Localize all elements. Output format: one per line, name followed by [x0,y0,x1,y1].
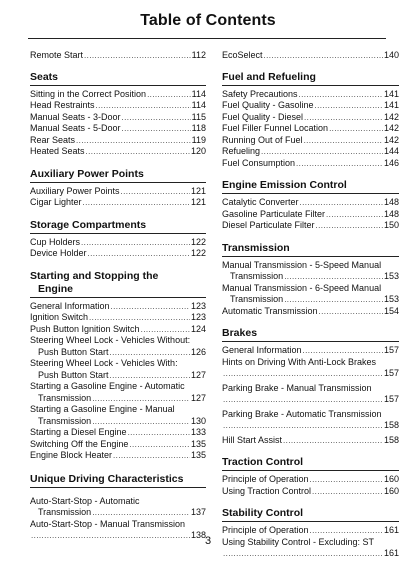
entry-page: 123 [190,300,206,311]
brakes-entries [222,345,399,357]
entry-page: 124 [190,323,206,334]
entry-title: Sitting in the Correct Position [30,88,147,99]
entry-page: 135 [190,450,206,460]
toc-entry[interactable] [222,123,399,135]
toc-entry[interactable] [30,324,206,336]
entry-title-continued: Transmission [38,507,92,517]
section-divider [30,85,206,86]
dot-leader [84,50,191,62]
entry-title: Parking Brake - Manual Transmission [222,382,372,393]
section-heading-line: Starting and Stopping the [30,269,159,282]
entry-page: 158 [383,434,399,445]
entry-page: 148 [383,197,399,207]
dot-leader [316,220,383,232]
aux-entries [30,186,206,209]
dot-leader [122,123,191,135]
entry-title: Manual Transmission - 6-Speed Manual [222,282,382,293]
entry-title: General Information [222,345,302,355]
entry-page: 160 [383,485,399,496]
entry-title: Principle of Operation [222,474,309,484]
toc-entry[interactable] [222,100,399,112]
entry-title: Hill Start Assist [222,434,283,445]
toc-entry[interactable] [222,486,399,498]
entry-title-continued: Transmission [38,392,92,403]
toc-right-column [222,50,399,560]
toc-entry[interactable] [222,197,399,209]
section-divider [30,297,206,298]
toc-entry-multi[interactable] [222,409,399,432]
entry-title: Heated Seats [30,146,85,156]
entry-page: 158 [383,420,399,430]
dot-leader [86,146,190,158]
entry-title: Starting a Diesel Engine [30,427,127,437]
entry-title: Auxiliary Power Points [30,185,120,196]
entry-title: Push Button Ignition Switch [30,323,140,334]
toc-entry-multi[interactable] [30,496,206,519]
toc-entry[interactable] [30,197,206,209]
entry-page: 150 [383,220,399,230]
entry-page: 114 [191,88,206,99]
dot-leader [329,123,383,135]
toc-entry-multi[interactable] [222,357,399,380]
title-divider [28,38,386,39]
dot-leader [264,50,383,62]
entry-title: Cigar Lighter [30,197,82,207]
dot-leader [113,450,190,462]
entry-title: Refueling [222,146,261,156]
entry-title: Cup Holders [30,236,81,247]
dot-leader [312,486,383,498]
dot-leader [92,416,190,428]
section-heading-brakes[interactable]: Brakes [222,327,258,339]
dot-leader [304,135,383,147]
entry-page: 161 [383,525,399,535]
dot-leader [96,100,191,112]
dot-leader [310,474,383,486]
dot-leader [129,439,190,451]
dot-leader [110,370,190,382]
entry-title: Automatic Transmission [222,305,318,316]
entry-page: 120 [190,146,206,156]
section-heading-seats[interactable]: Seats [30,70,59,83]
entry-page: 154 [383,305,399,316]
entry-title: Starting a Gasoline Engine - Manual [30,404,175,414]
toc-entry[interactable] [222,306,399,318]
entry-page: 160 [383,474,399,484]
dot-leader [111,301,190,313]
entry-title: Rear Seats [30,134,76,145]
entry-page: 138 [190,530,206,540]
dot-leader [128,427,190,439]
section-divider [30,233,206,234]
entry-title: Using Traction Control [222,485,312,496]
entry-title-continued: Push Button Start [38,369,109,380]
toc-entry[interactable] [30,248,206,260]
dot-leader [326,209,383,221]
section-divider [222,341,399,342]
toc-entry[interactable] [30,146,206,158]
unique-multi-entries [30,496,206,519]
toc-entry[interactable] [30,135,206,147]
dot-leader [261,146,383,158]
entry-title: Hints on Driving With Anti-Lock Brakes [222,356,377,367]
dot-leader [223,368,383,380]
entry-page: 142 [383,134,399,145]
entry-page: 127 [190,392,206,403]
entry-title: Fuel Quality - Gasoline [222,100,314,110]
entry-page: 123 [190,312,206,322]
toc-entry[interactable] [30,112,206,124]
toc-entry[interactable] [30,237,206,249]
entry-title: Fuel Consumption [222,157,296,168]
entry-page: 118 [191,123,206,133]
dot-leader [319,306,383,318]
dot-leader [223,394,383,406]
entry-page: 142 [383,123,399,133]
entry-page: 148 [383,208,399,219]
section-divider [222,256,399,257]
entry-title-continued: Transmission [230,294,284,304]
entry-page: 135 [190,438,206,449]
toc-entry-ecoselect[interactable] [222,50,399,62]
section-divider [222,193,399,194]
brakes-entries-2 [222,435,399,447]
entry-page: 153 [383,271,399,281]
transmission-entries [222,306,399,318]
entry-page: 122 [190,248,206,258]
dot-leader [88,248,190,260]
toc-entry[interactable] [222,135,399,147]
section-heading-traction[interactable]: Traction Control [222,456,304,468]
dot-leader [83,197,190,209]
traction-entries [222,474,399,497]
toc-entry[interactable] [222,209,399,221]
entry-title: Gasoline Particulate Filter [222,208,326,219]
starting-entries [30,301,206,336]
entry-page: 121 [190,185,206,196]
toc-entry[interactable] [222,146,399,158]
section-heading-stability[interactable]: Stability Control [222,507,304,519]
starting-multi-entries [30,335,206,427]
entry-title: Parking Brake - Automatic Transmission [222,408,382,419]
toc-entry[interactable] [222,435,399,447]
toc-entry[interactable] [30,186,206,198]
entry-page: 119 [191,134,206,145]
entry-page: 153 [383,294,399,304]
entry-page: 157 [383,345,399,355]
dot-leader [92,507,190,519]
toc-entry[interactable] [30,439,206,451]
toc-entry-multi[interactable] [222,383,399,406]
transmission-multi-entries [222,260,399,306]
toc-entry[interactable] [30,123,206,135]
entry-title: Auto-Start-Stop - Manual Transmission [30,518,186,529]
section-divider [222,470,399,471]
toc-entry[interactable] [222,89,399,101]
entry-page: 127 [190,369,206,380]
toc-entry-multi[interactable] [30,381,206,404]
seats-entries [30,89,206,158]
entry-page: 115 [191,111,206,122]
toc-left-column [30,50,206,542]
entry-page: 140 [383,50,399,60]
section-heading-unique[interactable]: Unique Driving Characteristics [30,472,184,485]
entry-page: 122 [190,236,206,247]
section-heading-aux[interactable]: Auxiliary Power Points [30,167,144,180]
entry-title: Auto-Start-Stop - Automatic [30,495,140,506]
dot-leader [296,158,383,170]
dot-leader [284,294,383,306]
entry-page: 146 [383,157,399,168]
entry-title: Safety Precautions [222,88,298,99]
entry-title: General Information [30,300,110,311]
entry-page: 144 [383,146,399,156]
entry-page: 137 [190,507,206,517]
section-heading-transmission[interactable]: Transmission [222,241,290,254]
toc-entry[interactable] [30,89,206,101]
entry-title: Catalytic Converter [222,197,299,207]
toc-entry[interactable] [222,220,399,232]
dot-leader [110,347,190,359]
entry-title: Running Out of Fuel [222,134,303,145]
entry-title: Device Holder [30,248,87,258]
toc-entry-multi[interactable] [30,358,206,381]
dot-leader [304,112,383,124]
section-heading-starting[interactable] [30,270,206,296]
entry-page: 141 [383,88,399,99]
section-divider [30,487,206,488]
toc-entry-multi[interactable] [222,260,399,283]
entry-title: Diesel Particulate Filter [222,220,315,230]
entry-title: Head Restraints [30,100,95,110]
dot-leader [141,324,190,336]
toc-entry[interactable] [222,158,399,170]
toc-entry-multi[interactable] [30,404,206,427]
dot-leader [89,312,190,324]
entry-page: 114 [191,100,206,110]
entry-page: 161 [383,548,399,558]
dot-leader [121,186,190,198]
entry-page: 157 [383,368,399,378]
toc-entry[interactable] [30,301,206,313]
dot-leader [299,89,383,101]
entry-page: 121 [190,197,206,207]
entry-title: Steering Wheel Lock - Vehicles Without: [30,335,191,345]
dot-leader [81,237,190,249]
entry-page: 157 [383,394,399,404]
emission-entries [222,197,399,232]
section-heading-fuel[interactable]: Fuel and Refueling [222,70,316,83]
toc-entry[interactable] [30,427,206,439]
page-number: 3 [204,535,212,547]
entry-title: Principle of Operation [222,525,309,535]
toc-entry[interactable] [30,100,206,112]
entry-page: 112 [191,50,206,60]
entry-title: Manual Seats - 5-Door [30,123,121,133]
entry-title: Fuel Quality - Diesel [222,111,304,122]
toc-entry-multi[interactable] [222,283,399,306]
page-title: Table of Contents [140,12,276,29]
section-heading-line: Engine [38,282,74,295]
entry-title-continued: Transmission [38,415,92,426]
dot-leader [223,548,383,560]
dot-leader [284,271,383,283]
toc-entry[interactable] [30,450,206,462]
entry-title: Fuel Filler Funnel Location [222,123,329,133]
entry-title: Steering Wheel Lock - Vehicles With: [30,358,178,368]
dot-leader [283,435,383,447]
toc-entry[interactable] [222,112,399,124]
fuel-entries [222,89,399,170]
entry-title: Starting a Gasoline Engine - Automatic [30,381,185,391]
toc-entry[interactable] [222,345,399,357]
dot-leader [303,345,383,357]
storage-entries [30,237,206,260]
toc-entry-remote-start[interactable] [30,50,206,62]
entry-page: 126 [190,346,206,357]
entry-title: Ignition Switch [30,312,89,322]
entry-page: 141 [383,100,399,110]
dot-leader [315,100,383,112]
dot-leader [300,197,383,209]
entry-page: 130 [190,415,206,426]
entry-page: 133 [190,427,206,437]
entry-title: EcoSelect [222,50,263,60]
dot-leader [223,420,383,432]
brakes-long-entries [222,357,399,432]
entry-title: Manual Transmission - 5-Speed Manual [222,259,382,270]
dot-leader [92,393,190,405]
entry-page: 142 [383,111,399,122]
dot-leader [147,89,191,101]
toc-entry-multi[interactable] [30,335,206,358]
section-divider [222,85,399,86]
entry-title: Remote Start [30,50,84,60]
section-heading-emission[interactable]: Engine Emission Control [222,179,347,191]
entry-title: Using Stability Control - Excluding: ST [222,536,375,547]
section-heading-storage[interactable]: Storage Compartments [30,218,147,231]
entry-title-continued: Push Button Start [38,346,109,357]
dot-leader [122,112,191,124]
section-divider [30,182,206,183]
toc-entry[interactable] [30,312,206,324]
entry-title: Switching Off the Engine [30,438,129,449]
dot-leader [76,135,191,147]
starting-entries-2 [30,427,206,462]
entry-title: Manual Seats - 3-Door [30,111,121,122]
entry-title: Engine Block Heater [30,450,113,460]
toc-entry[interactable] [222,474,399,486]
section-divider [222,521,399,522]
entry-title-continued: Transmission [230,271,284,281]
